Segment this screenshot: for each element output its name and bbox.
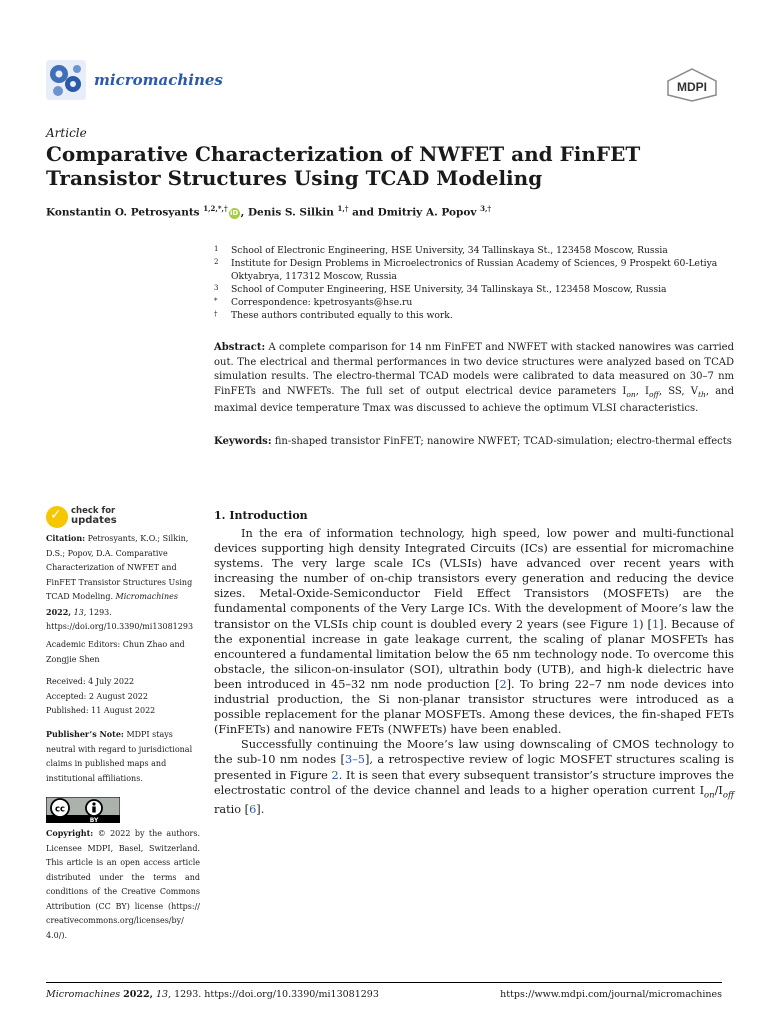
affiliation-item — [214, 296, 734, 309]
author-name: Dmitriy A. Popov — [377, 206, 481, 219]
affiliation-mark: * — [214, 297, 218, 305]
footer-doi-link[interactable]: 1293. https://doi.org/10.3390/mi13081293 — [174, 989, 379, 1000]
abstract-text: A complete comparison for 14 nm FinFET and NWFET with stacked nanowires was carried out. The electrical and thermal performances in two device structures were analyzed based on TCAD simulation results. The electro-thermal TCAD models were calibrated to data measured on 30–7 nm FinFETs and NWFETs. The full set of output electrical device parameters $I_{on}$, $I_{off}$, SS, $V_{th}$, and maximal device temperature Tmax was discussed to achieve the optimum VLSI characteristics. — [214, 342, 735, 414]
copyright-label: Copyright: — [46, 828, 94, 838]
cc-by-license-badge[interactable] — [46, 797, 120, 823]
abstract — [214, 341, 734, 417]
figure-2-link[interactable]: 2 — [331, 768, 339, 782]
paragraph — [214, 737, 734, 817]
footer-citation — [46, 989, 379, 1000]
published-date: Published: 11 August 2022 — [46, 706, 156, 715]
affiliation-text: School of Electronic Engineering, HSE University, 34 Tallinskaya St., 123458 Moscow, Russia — [231, 245, 668, 256]
abstract-label: Abstract: — [214, 342, 266, 353]
academic-editors: Academic Editors: Chun Zhao and Zongjie Shen — [46, 640, 185, 664]
keywords-text: fin-shaped transistor FinFET; nanowire NWFET; TCAD-simulation; electro-thermal effects — [274, 436, 732, 447]
affiliation-item — [214, 283, 734, 296]
affiliation-mark: 3 — [214, 284, 219, 292]
citation-year: 2022, — [46, 606, 72, 617]
keywords — [214, 435, 734, 450]
author-affiliation-marks: 3,† — [480, 204, 492, 213]
check-updates-line2: updates — [71, 515, 117, 526]
text-run: . It is seen that every subsequent transistor’s structure improves the electrostatic control of the device channel and leads to a higher operation current $I_{on}/I_{off}$ ratio [ — [214, 768, 734, 816]
footer-volume: 13, — [155, 989, 172, 1000]
license-badge-text: BY — [89, 817, 99, 823]
citation-pages: 1293. — [88, 607, 112, 617]
affiliation-text: School of Computer Engineering, HSE University, 34 Tallinskaya St., 123458 Moscow, Russia — [231, 284, 667, 295]
citation-journal: Micromachines — [115, 592, 178, 601]
mdpi-logo[interactable] — [664, 68, 720, 102]
publication-dates — [46, 675, 200, 719]
citation-text: Petrosyants, K.O.; Silkin, D.S.; Popov, D.A. Comparative Characterization of NWFET and FinFET Transistor Structures Using TCAD Modeling. — [46, 534, 193, 601]
mdpi-logo-text: MDPI — [677, 80, 707, 94]
affiliation-item — [214, 257, 734, 283]
introduction-body — [214, 526, 734, 817]
citation-label: Citation: — [46, 533, 86, 543]
figure-1-link[interactable]: 1 — [631, 617, 640, 631]
citation-block — [46, 531, 200, 635]
article-title: Comparative Characterization of NWFET and FinFET Transistor Structures Using TCAD Modeling — [46, 142, 641, 190]
affiliation-text: These authors contributed equally to this work. — [231, 310, 453, 321]
footer-journal: Micromachines — [46, 989, 121, 1000]
orcid-icon[interactable]: iD — [230, 208, 239, 217]
affiliation-list — [214, 244, 734, 322]
author-affiliation-marks: 1,† — [337, 204, 349, 213]
author-list — [46, 204, 736, 219]
journal-name[interactable]: micromachines — [94, 71, 223, 89]
author-separator: , — [240, 206, 248, 219]
text-run: ]. To bring 22–7 nm node devices into industrial production, the Si non-planar transistor structures were introduced as a possible replacement for the planar MOSFETs. Among these devices, the fin-shaped FETs (FinFETs) and nanowire FETs (NWFETs) have been enabled. — [214, 677, 734, 737]
text-run: ) [ — [639, 617, 652, 631]
reference-1-link[interactable]: 1 — [651, 617, 660, 631]
affiliation-item — [214, 309, 734, 322]
footer-rule — [46, 982, 722, 983]
article-type: Article — [46, 126, 87, 140]
check-for-updates-button[interactable] — [46, 506, 156, 530]
author-name: Konstantin O. Petrosyants — [46, 206, 204, 219]
affiliation-text: Institute for Design Problems in Microelectronics of Russian Academy of Sciences, 9 Prospekt 60-Letiya Oktyabrya, 117312 Moscow, Russia — [231, 258, 718, 282]
citation-volume: 13, — [73, 607, 87, 617]
author-separator: and — [348, 206, 378, 219]
text-run: ]. Because of the exponential increase in gate leakage current, the scaling of planar MOSFETs has encountered a fundamental limitation below the 65 nm technology node. To overcome this obstacle, the silicon-on-insulator (SOI), ultrathin body (UTB), and high-k dielectric have been introduced in 45–32 nm node production [ — [214, 617, 734, 691]
affiliation-item — [214, 244, 734, 257]
keywords-label: Keywords: — [214, 436, 272, 447]
received-date: Received: 4 July 2022 — [46, 677, 135, 686]
reference-6-link[interactable]: 6 — [249, 802, 257, 816]
copyright-text: © 2022 by the authors. Licensee MDPI, Basel, Switzerland. This article is an open access article distributed under the terms and conditions of the Creative Commons Attribution (CC BY) license (https:// creativecommons.org/licenses/by/ 4.0/). — [46, 829, 201, 940]
author-affiliation-marks: 1,2,*,† — [203, 204, 228, 213]
journal-gears-logo — [46, 60, 86, 100]
text-run: ], a retrospective review of logic MOSFET structures scaling is presented in Figure — [214, 753, 734, 782]
reference-3-5-link[interactable]: 3–5 — [344, 753, 365, 767]
affiliation-mark: 1 — [214, 245, 219, 253]
reference-2-link[interactable]: 2 — [499, 677, 507, 691]
footer-journal-url[interactable]: https://www.mdpi.com/journal/micromachines — [500, 989, 722, 1000]
svg-text:cc: cc — [54, 804, 66, 815]
accepted-date: Accepted: 2 August 2022 — [46, 691, 148, 701]
affiliation-mark: † — [214, 310, 218, 318]
paragraph — [214, 526, 734, 737]
publisher-note — [46, 727, 200, 786]
copyright-notice — [46, 826, 200, 943]
author-name: Denis S. Silkin — [247, 206, 338, 219]
introduction-heading: 1. Introduction — [214, 509, 308, 522]
affiliation-mark: 2 — [214, 258, 219, 266]
publisher-note-label: Publisher’s Note: — [46, 729, 124, 739]
citation-doi-link[interactable]: https://doi.org/10.3390/mi13081293 — [46, 622, 194, 631]
footer-year: 2022, — [123, 989, 153, 1000]
check-updates-line1: check for — [71, 506, 116, 516]
text-run: In the era of information technology, high speed, low power and multi-functional devices supporting high density Integrated Circuits (ICs) are essential for micromachine systems. The very large scale ICs (VLSIs) have advanced over recent years with increasing the number of on-chip transistors every generation and reducing the device sizes. Metal-Oxide-Semiconductor Field Effect Transistors (MOSFETs) are the fundamental components of the Very Large ICs. With the development of Moore’s law the transistor on the VLSIs chip count is doubled every 2 years (see Figure — [214, 527, 734, 631]
check-updates-icon: ✓ — [46, 506, 68, 528]
text-run: ]. — [256, 802, 265, 816]
publisher-note-text: MDPI stays neutral with regard to jurisdictional claims in published maps and institutional affiliations. — [46, 730, 193, 783]
text-run: Successfully continuing the Moore’s law using downscaling of CMOS technology to the sub-10 nm nodes [ — [214, 738, 734, 767]
affiliation-text: Correspondence: kpetrosyants@hse.ru — [231, 297, 413, 308]
